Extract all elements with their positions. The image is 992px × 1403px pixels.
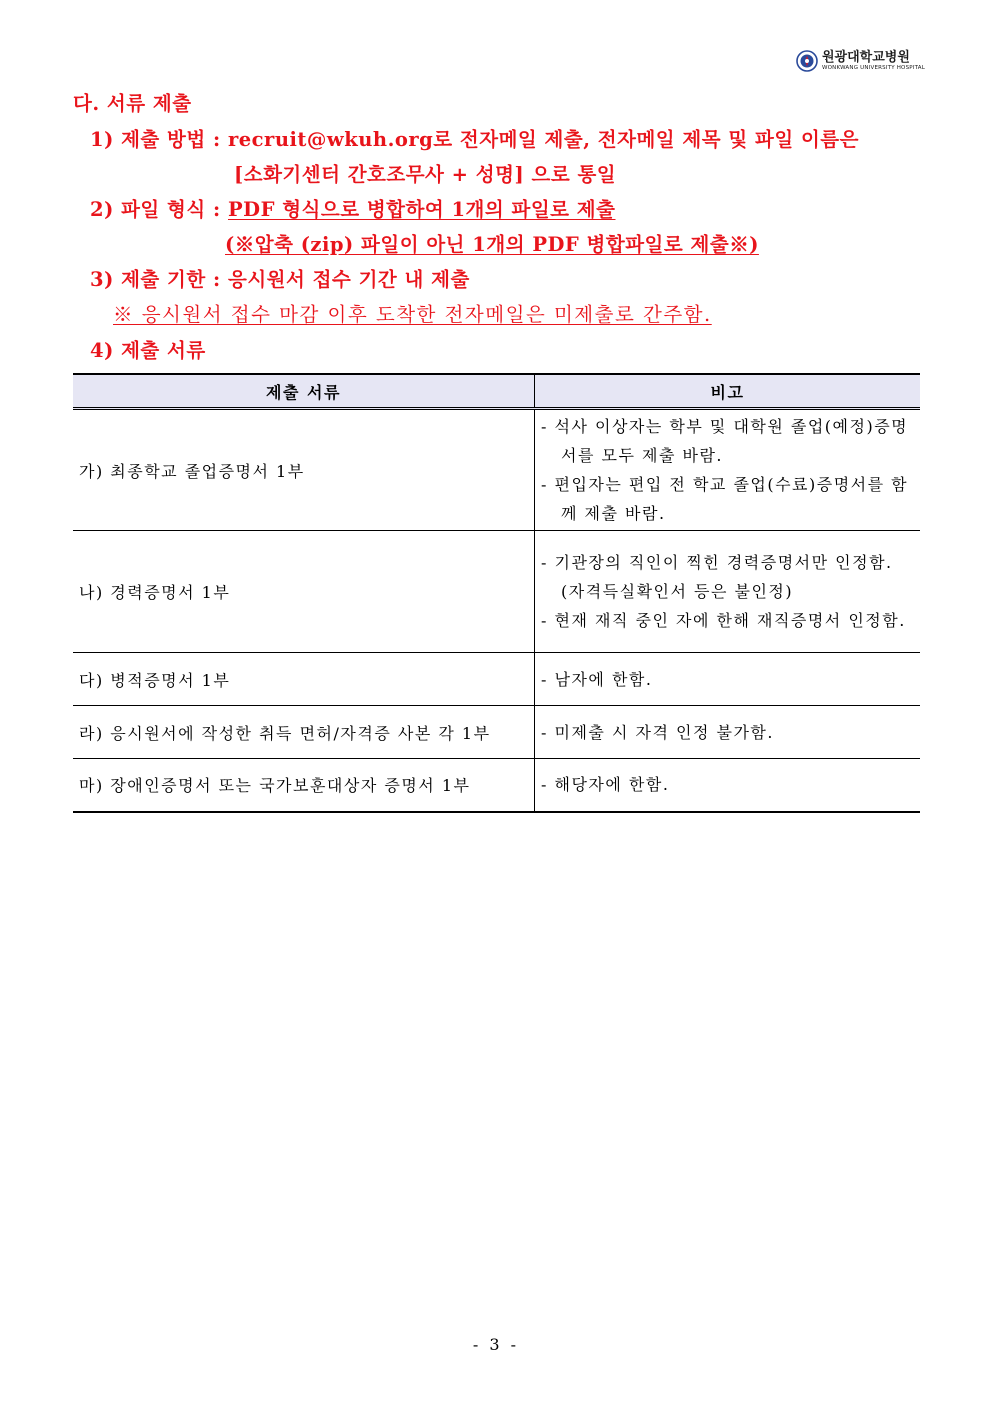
table-row [73, 653, 920, 706]
remark-item: - 편입자는 편입 전 학교 졸업(수료)증명서를 함께 제출 바람. [541, 475, 909, 523]
remarks-cell [535, 409, 921, 531]
header-remarks: 비고 [535, 374, 921, 409]
submit-method-line1: 1) 제출 방법 : recruit@wkuh.org로 전자메일 제출, 전자메일 제목 및 파일 이름은 [90, 128, 859, 151]
remark-item: - 기관장의 직인이 찍힌 경력증명서만 인정함. (자격득실확인서 등은 불인정) [541, 553, 893, 601]
file-format-label: 2) 파일 형식 : [90, 198, 228, 221]
logo-subtitle: WONKWANG UNIVERSITY HOSPITAL [822, 64, 925, 71]
remark-item: - 해당자에 한함. [541, 775, 670, 795]
remark-item: - 남자에 한함. [541, 669, 653, 689]
logo-name: 원광대학교병원 [822, 49, 910, 65]
file-format-line1 [90, 194, 616, 222]
table-row [73, 531, 920, 653]
remark-item: - 미제출 시 자격 인정 불가함. [541, 722, 774, 742]
documents-table [73, 373, 920, 813]
remark-item: - 석사 이상자는 학부 및 대학원 졸업(예정)증명서를 모두 제출 바람. [541, 417, 909, 465]
header-documents: 제출 서류 [73, 374, 535, 409]
doc-cell: 라) 응시원서에 작성한 취득 면허/자격증 사본 각 1부 [73, 706, 535, 759]
remarks-cell [535, 653, 921, 706]
submit-method-line2: [소화기센터 간호조무사 + 성명] 으로 통일 [234, 163, 617, 186]
remarks-cell [535, 531, 921, 653]
table-row [73, 706, 920, 759]
page-number: - 3 - [472, 1335, 520, 1354]
remarks-cell [535, 706, 921, 759]
section-title: 다. 서류 제출 [73, 92, 192, 115]
file-format-line2: (※압축 (zip) 파일이 아닌 1개의 PDF 병합파일로 제출※) [225, 233, 759, 256]
remark-item: - 현재 재직 중인 자에 한해 재직증명서 인정함. [541, 611, 906, 630]
remarks-cell [535, 759, 921, 812]
table-row [73, 409, 920, 531]
documents-heading: 4) 제출 서류 [90, 339, 206, 362]
table-header-row [73, 374, 920, 409]
hospital-emblem-icon [796, 50, 818, 72]
table-row [73, 759, 920, 812]
doc-cell: 다) 병적증명서 1부 [73, 653, 535, 706]
file-format-value: PDF 형식으로 병합하여 1개의 파일로 제출 [228, 198, 616, 221]
doc-cell: 가) 최종학교 졸업증명서 1부 [73, 409, 535, 531]
doc-cell: 마) 장애인증명서 또는 국가보훈대상자 증명서 1부 [73, 759, 535, 812]
hospital-logo [796, 50, 925, 72]
deadline-line: 3) 제출 기한 : 응시원서 접수 기간 내 제출 [90, 268, 470, 291]
doc-cell: 나) 경력증명서 1부 [73, 531, 535, 653]
late-submission-note: ※ 응시원서 접수 마감 이후 도착한 전자메일은 미제출로 간주함. [113, 303, 712, 326]
